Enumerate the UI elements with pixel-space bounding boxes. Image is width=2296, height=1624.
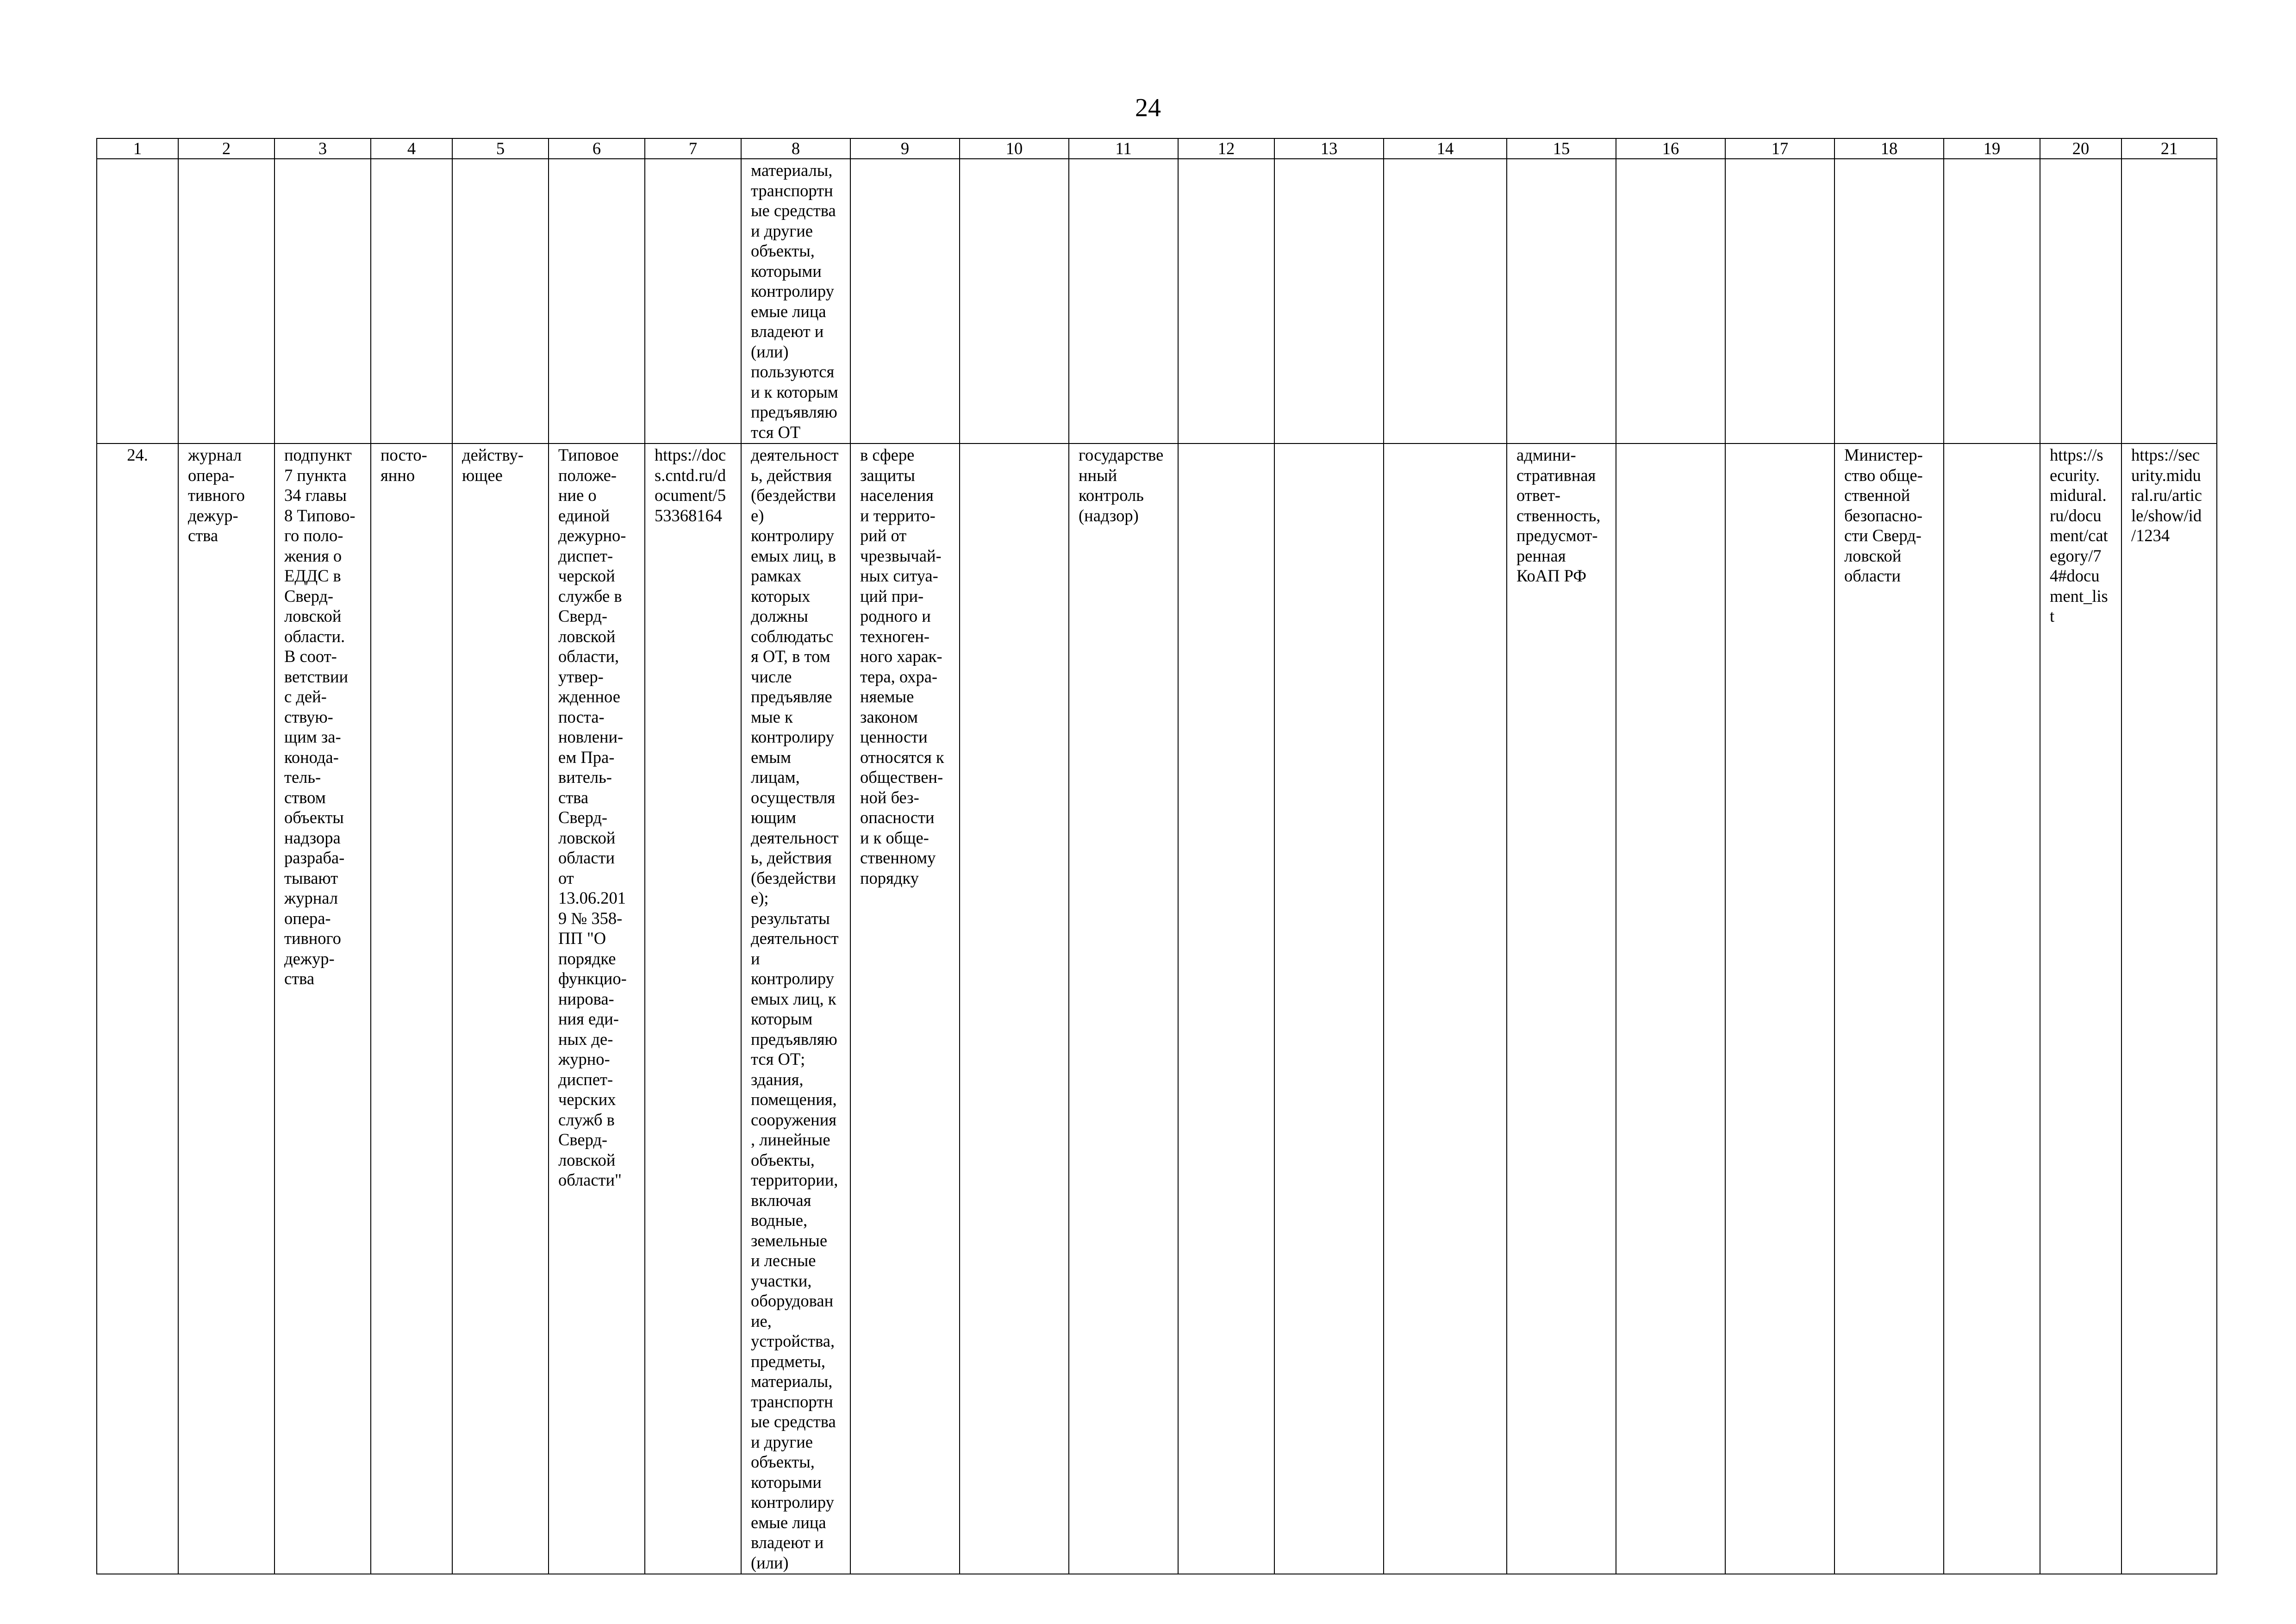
table-cell [2040,159,2121,443]
column-header: 15 [1507,138,1616,159]
table-cell [960,443,1069,1574]
column-header: 19 [1944,138,2040,159]
cell-link-text: https://doc s.cntd.ru/d ocument/5 53368164 [655,445,726,525]
column-header: 16 [1616,138,1725,159]
table-cell [1507,159,1616,443]
cell-text: действу- ющее [462,445,524,485]
table-cell [1069,443,1178,1574]
table-cell [275,443,371,1574]
cell-text: журнал опера- тивного дежур- ства [188,445,245,545]
table-cell [549,159,645,443]
column-header: 3 [275,138,371,159]
column-header: 11 [1069,138,1178,159]
column-header: 17 [1725,138,1834,159]
table-cell [1507,443,1616,1574]
row-number-cell [97,443,178,1574]
table-cell [1834,443,1944,1574]
cell-text: Министер- ство обще- ственной безопасно- сти Сверд- ловской области [1844,445,1923,585]
table-cell [741,159,850,443]
column-header: 14 [1384,138,1507,159]
table-cell [371,443,452,1574]
column-header: 9 [850,138,960,159]
table-cell [452,443,549,1574]
cell-text: подпункт 7 пункта 34 главы 8 Типово- го поло- жения о ЕДДС в Сверд- ловской области. В соот- ветствии с дей- ствую- щим за- конода- тель- ством объекты надзора разраба- тывают журнал опера- тивного дежур- ства [284,445,356,988]
cell-text: в сфере защиты населения и террито- рий от чрезвычай- ных ситуа- ций при- родного и техноген- ного харак- тера, охра- няемые законом ценности относятся к обществен- ной без- опасности и к обще- ственному порядку [860,445,944,887]
table-cell [1944,443,2040,1574]
column-header: 8 [741,138,850,159]
column-header: 12 [1178,138,1274,159]
header-row [97,138,2217,159]
row-number: 24. [127,445,148,464]
table-cell [452,159,549,443]
table-cell [645,159,741,443]
table-cell [1274,443,1384,1574]
cell-text: государстве нный контроль (надзор) [1079,445,1164,525]
column-header: 4 [371,138,452,159]
table-cell [371,159,452,443]
table-cell [2121,159,2217,443]
column-header: 7 [645,138,741,159]
table-cell [1274,159,1384,443]
table-cell [97,159,178,443]
cell-link-text: https://s ecurity. midural. ru/docu ment/cat egory/7 4#docu ment_lis t [2050,445,2108,625]
table-cell [850,443,960,1574]
table-cell [1178,443,1274,1574]
page-number: 24 [1135,94,1161,122]
table-cell [1384,443,1507,1574]
table-cell [1069,159,1178,443]
column-header: 21 [2121,138,2217,159]
table-cell [2040,443,2121,1574]
table-cell [275,159,371,443]
table-cell [1725,443,1834,1574]
table-cell [178,443,275,1574]
table-row [97,443,2217,1574]
table-cell [960,159,1069,443]
cell-text: деятельност ь, действия (бездействи е) контролиру емых лиц, в рамках которых должны соблюдатьс я ОТ, в том числе предъявляе мые к контролиру емым лицам, осуществля ющим деятельност ь, действия (бездействи е); результаты деятельност и контролиру емых лиц, к которым предъявляю тся ОТ; здания, помещения, сооружения , линейные объекты, территории, включая водные, земельные и лесные участки, оборудован ие, устройства, предметы, материалы, транспортн ые средства и другие объекты, которыми контролиру емые лица владеют и (или) [751,445,839,1572]
table-cell [741,443,850,1574]
cell-text: посто- янно [381,445,427,485]
table-cell [178,159,275,443]
column-header: 1 [97,138,178,159]
table-cell [1178,159,1274,443]
cell-text: Типовое положе- ние о единой дежурно- диспет- черской службе в Сверд- ловской области, утвер- жденное поста- новлени- ем Пра- витель- ства Сверд- ловской области от 13.06.201 9 № 358- ПП "О порядке функцио- нирова- ния еди- ных де- журно- диспет- черских служб в Сверд- ловской области" [558,445,627,1189]
continuation-row [97,159,2217,443]
cell-text: админи- стративная ответ- ственность, предусмот- ренная КоАП РФ [1516,445,1601,585]
table-cell [1384,159,1507,443]
table-cell [1944,159,2040,443]
column-header: 18 [1834,138,1944,159]
table-cell [1616,443,1725,1574]
register-table [96,138,2217,1574]
column-header: 13 [1274,138,1384,159]
column-header: 10 [960,138,1069,159]
column-header: 20 [2040,138,2121,159]
table-cell [549,443,645,1574]
table-cell [1616,159,1725,443]
table-cell [1725,159,1834,443]
table-cell [1834,159,1944,443]
table-cell [2121,443,2217,1574]
column-header: 5 [452,138,549,159]
column-header: 2 [178,138,275,159]
column-header: 6 [549,138,645,159]
table-cell [850,159,960,443]
cell-text: материалы, транспортн ые средства и другие объекты, которыми контролиру емые лица владеют и (или) пользуются и к которым предъявляю тся ОТ [751,161,838,442]
table-cell [645,443,741,1574]
cell-link-text: https://sec urity.midu ral.ru/artic le/show/id /1234 [2131,445,2202,545]
